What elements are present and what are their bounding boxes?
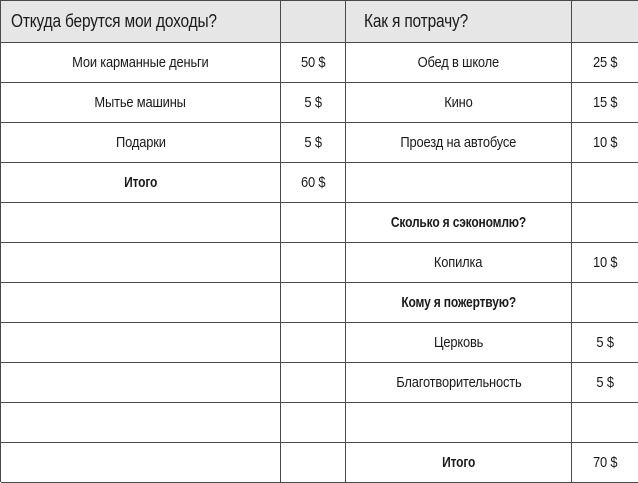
income-row-amount: 5 $ xyxy=(281,123,346,163)
empty-cell xyxy=(281,243,346,283)
donation-row-amount: 5 $ xyxy=(572,363,638,403)
empty-cell xyxy=(346,163,572,203)
spending-row-amount: 15 $ xyxy=(572,83,638,123)
empty-cell xyxy=(572,203,638,243)
spending-header: Как я потрачу? xyxy=(346,1,572,43)
empty-cell xyxy=(281,203,346,243)
empty-cell xyxy=(281,323,346,363)
income-row-label: Мытье машины xyxy=(1,83,281,123)
empty-cell xyxy=(1,283,281,323)
income-row-label: Подарки xyxy=(1,123,281,163)
empty-cell xyxy=(1,243,281,283)
income-total-label: Итого xyxy=(1,163,281,203)
empty-cell xyxy=(572,163,638,203)
income-header-amount xyxy=(281,1,346,43)
spending-row-label: Кино xyxy=(346,83,572,123)
donation-row-amount: 5 $ xyxy=(572,323,638,363)
spending-total-amount: 70 $ xyxy=(572,443,638,483)
income-row-amount: 50 $ xyxy=(281,43,346,83)
empty-cell xyxy=(1,363,281,403)
spending-row-amount: 10 $ xyxy=(572,123,638,163)
empty-cell xyxy=(1,323,281,363)
empty-cell xyxy=(1,443,281,483)
spending-row-label: Проезд на автобусе xyxy=(346,123,572,163)
income-row-label: Мои карманные деньги xyxy=(1,43,281,83)
donation-row-label: Церковь xyxy=(346,323,572,363)
savings-row-label: Копилка xyxy=(346,243,572,283)
donation-heading: Кому я пожертвую? xyxy=(346,283,572,323)
income-row-amount: 5 $ xyxy=(281,83,346,123)
savings-row-amount: 10 $ xyxy=(572,243,638,283)
empty-cell xyxy=(281,403,346,443)
empty-cell xyxy=(1,203,281,243)
donation-row-label: Благотворительность xyxy=(346,363,572,403)
empty-cell xyxy=(346,403,572,443)
empty-cell xyxy=(572,403,638,443)
spending-row-label: Обед в школе xyxy=(346,43,572,83)
empty-cell xyxy=(1,403,281,443)
income-total-amount: 60 $ xyxy=(281,163,346,203)
savings-heading: Сколько я сэкономлю? xyxy=(346,203,572,243)
spending-row-amount: 25 $ xyxy=(572,43,638,83)
spending-header-amount xyxy=(572,1,638,43)
empty-cell xyxy=(281,363,346,403)
spending-total-label: Итого xyxy=(346,443,572,483)
empty-cell xyxy=(281,283,346,323)
empty-cell xyxy=(281,443,346,483)
income-header: Откуда берутся мои доходы? xyxy=(1,1,281,43)
empty-cell xyxy=(572,283,638,323)
